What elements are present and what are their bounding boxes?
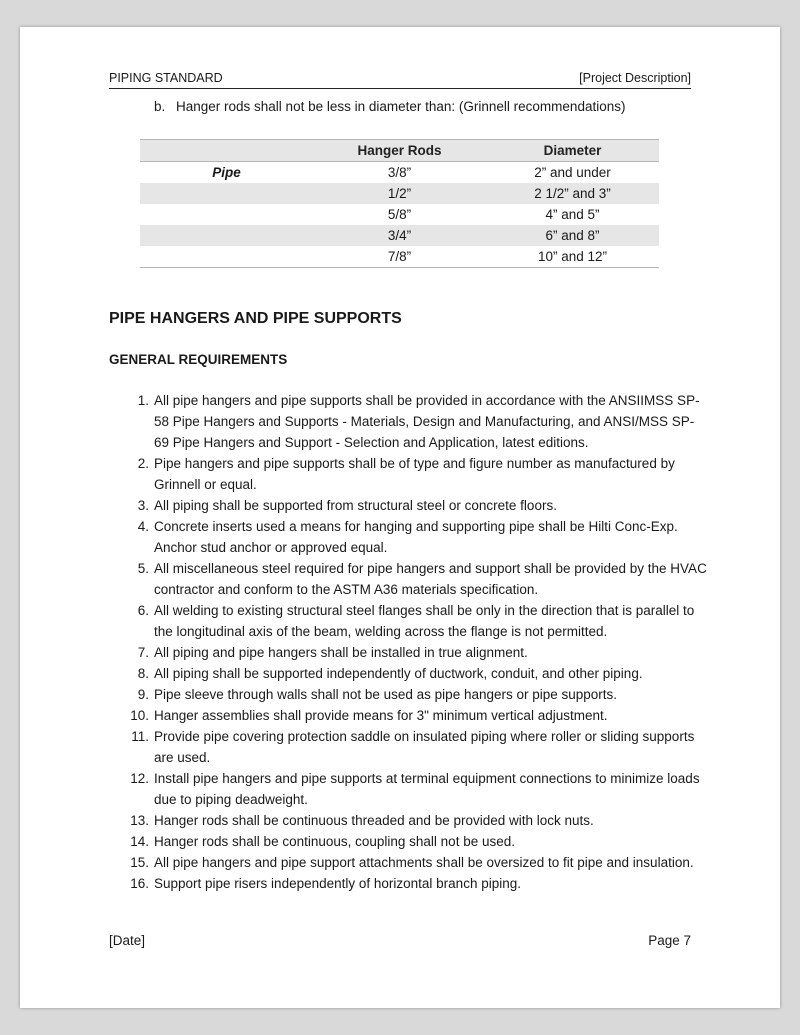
table-row [140,183,659,204]
list-item-text: All piping and pipe hangers shall be installed in true alignment. [154,645,528,660]
list-item [109,768,709,810]
list-item-text: Hanger rods shall not be less in diameter than: (Grinnell recommendations) [176,99,626,114]
table-header-cell: Hanger Rods [313,140,486,162]
table-cell: Pipe [212,165,241,180]
list-item [109,705,709,726]
page-header [109,71,691,89]
table-row [140,246,659,268]
list-marker: b. [154,99,166,114]
header-project: [Project Description] [579,71,691,85]
header-title: PIPING STANDARD [109,71,223,85]
table-row [140,204,659,225]
table-header-cell: Diameter [486,140,659,162]
list-number: 2. [137,456,149,471]
list-item [109,558,709,600]
document-page [20,27,780,1008]
list-number: 8. [137,666,149,681]
table-cell: 10” and 12” [486,246,659,268]
list-item [109,852,709,873]
list-item [109,810,709,831]
list-item-text: Hanger rods shall be continuous, coupling shall not be used. [154,834,515,849]
list-number: 3. [137,498,149,513]
list-item-text: Hanger assemblies shall provide means for 3" minimum vertical adjustment. [154,708,608,723]
table-header-cell [140,140,313,162]
list-item [109,495,709,516]
list-item [109,684,709,705]
list-item [109,726,709,768]
table-cell: 2 1/2” and 3” [486,183,659,204]
table-cell [140,246,313,268]
list-number: 9. [137,687,149,702]
list-item-text: Pipe sleeve through walls shall not be used as pipe hangers or pipe supports. [154,687,618,702]
list-item-b [154,99,625,114]
list-item [109,873,709,894]
table-cell [140,225,313,246]
requirements-list [109,390,709,894]
list-number: 11. [131,729,149,744]
footer-date: [Date] [109,933,146,948]
list-item-text: All pipe hangers and pipe supports shall be provided in accordance with the ANSIIMSS SP-58 Pipe Hangers and Supports - Materials, Design and Manufacturing, and ANSI/MSS SP-69 Pipe Hangers and Support - Selection and Application, latest editions. [154,393,700,450]
list-item-text: All welding to existing structural steel flanges shall be only in the direction that is parallel to the longitudinal axis of the beam, welding across the flange is not permitted. [154,603,695,639]
table-cell [140,204,313,225]
page-number: Page 7 [648,933,691,948]
table-cell: 6” and 8” [486,225,659,246]
hanger-rod-table [140,139,659,268]
list-number: 16. [130,876,149,891]
list-item-text: Hanger rods shall be continuous threaded and be provided with lock nuts. [154,813,594,828]
list-number: 12. [130,771,149,786]
table-cell: 4” and 5” [545,207,600,222]
list-number: 1. [137,393,149,408]
list-item [109,516,709,558]
list-item-text: All pipe hangers and pipe support attachments shall be oversized to fit pipe and insulation. [154,855,694,870]
list-item [109,453,709,495]
list-item-text: Pipe hangers and pipe supports shall be of type and figure number as manufactured by Grinnell or equal. [154,456,675,492]
list-item [109,390,709,453]
section-heading: PIPE HANGERS AND PIPE SUPPORTS [109,310,402,327]
list-number: 7. [137,645,149,660]
list-item-text: All miscellaneous steel required for pipe hangers and support shall be provided by the HVAC contractor and conform to the ASTM A36 materials specification. [154,561,707,597]
list-number: 10. [130,708,149,723]
table-cell: 7/8” [313,246,486,268]
table-row [140,225,659,246]
list-item [109,642,709,663]
list-number: 15. [130,855,149,870]
list-item-text: Install pipe hangers and pipe supports at terminal equipment connections to minimize loads due to piping deadweight. [154,771,700,807]
list-item-text: Support pipe risers independently of horizontal branch piping. [154,876,521,891]
table-cell: 3/8” [387,165,412,180]
table-cell: 3/4” [313,225,486,246]
table-row [140,162,659,184]
subsection-heading: GENERAL REQUIREMENTS [109,352,288,367]
list-item-text: All piping shall be supported independently of ductwork, conduit, and other piping. [154,666,643,681]
table-header-row [140,140,659,162]
table-cell: 2” and under [534,165,611,180]
list-item [109,600,709,642]
list-item [109,663,709,684]
list-number: 6. [137,603,149,618]
list-item-text: Concrete inserts used a means for hanging and supporting pipe shall be Hilti Conc-Exp. Anchor stud anchor or approved equal. [154,519,678,555]
list-number: 5. [137,561,149,576]
list-item-text: Provide pipe covering protection saddle on insulated piping where roller or sliding supports are used. [154,729,695,765]
list-number: 13. [130,813,149,828]
table-cell: 5/8” [387,207,412,222]
list-item [109,831,709,852]
table-cell: 1/2” [313,183,486,204]
table-cell [140,183,313,204]
list-number: 4. [137,519,149,534]
list-number: 14. [130,834,149,849]
list-item-text: All piping shall be supported from structural steel or concrete floors. [154,498,557,513]
